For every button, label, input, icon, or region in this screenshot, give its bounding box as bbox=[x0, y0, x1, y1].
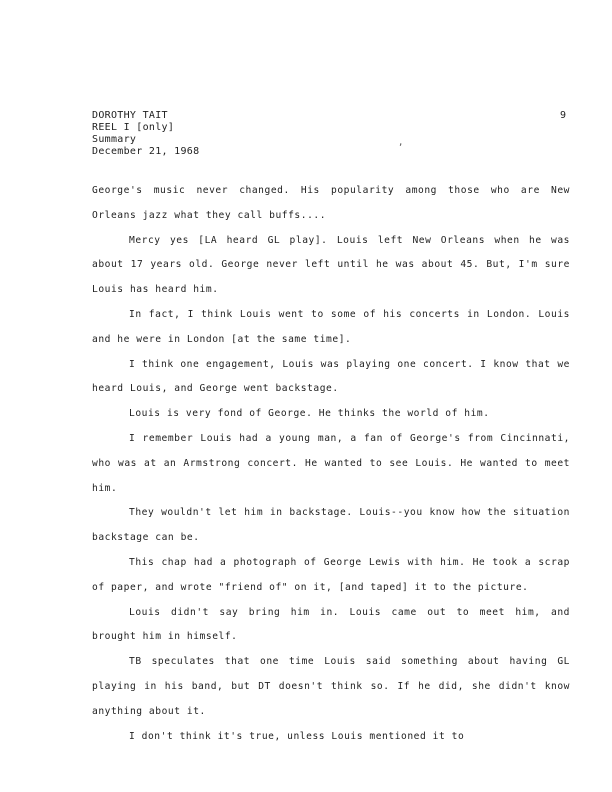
transcript-body bbox=[92, 179, 570, 749]
paragraph: Louis didn't say bring him in. Louis came out to meet him, and brought him in himself. bbox=[92, 606, 570, 643]
paragraph: I don't think it's true, unless Louis mentioned it to bbox=[129, 730, 465, 742]
reel-label: REEL I [only] bbox=[92, 122, 175, 133]
page-number: 9 bbox=[560, 110, 567, 121]
paragraph: They wouldn't let him in backstage. Louis--you know how the situation backstage can be. bbox=[92, 507, 570, 544]
stray-mark: , bbox=[398, 138, 404, 148]
paragraph: Louis is very fond of George. He thinks the world of him. bbox=[129, 408, 490, 420]
paragraph: Mercy yes [LA heard GL play]. Louis left New Orleans when he was about 17 years old. George never left until he was about 45. But, I'm sure Louis has heard him. bbox=[92, 234, 570, 296]
paragraph: I think one engagement, Louis was playing one concert. I know that we heard Louis, and George went backstage. bbox=[92, 358, 570, 395]
paragraph: This chap had a photograph of George Lewis with him. He took a scrap of paper, and wrote "friend of" on it, [and taped] it to the picture. bbox=[92, 556, 570, 593]
document-header bbox=[92, 110, 199, 158]
paragraph: I remember Louis had a young man, a fan of George's from Cincinnati, who was at an Armstrong concert. He wanted to see Louis. He wanted to meet him. bbox=[92, 432, 570, 494]
interview-date: December 21, 1968 bbox=[92, 146, 200, 157]
paragraph: TB speculates that one time Louis said something about having GL playing in his band, but DT doesn't think so. If he did, she didn't know anything about it. bbox=[92, 656, 570, 717]
interviewee-name: DOROTHY TAIT bbox=[92, 110, 168, 121]
document-type: Summary bbox=[92, 134, 137, 145]
paragraph: In fact, I think Louis went to some of his concerts in London. Louis and he were in London [at the same time]. bbox=[92, 308, 570, 345]
paragraph: George's music never changed. His popularity among those who are New Orleans jazz what they call buffs.... bbox=[92, 185, 570, 221]
